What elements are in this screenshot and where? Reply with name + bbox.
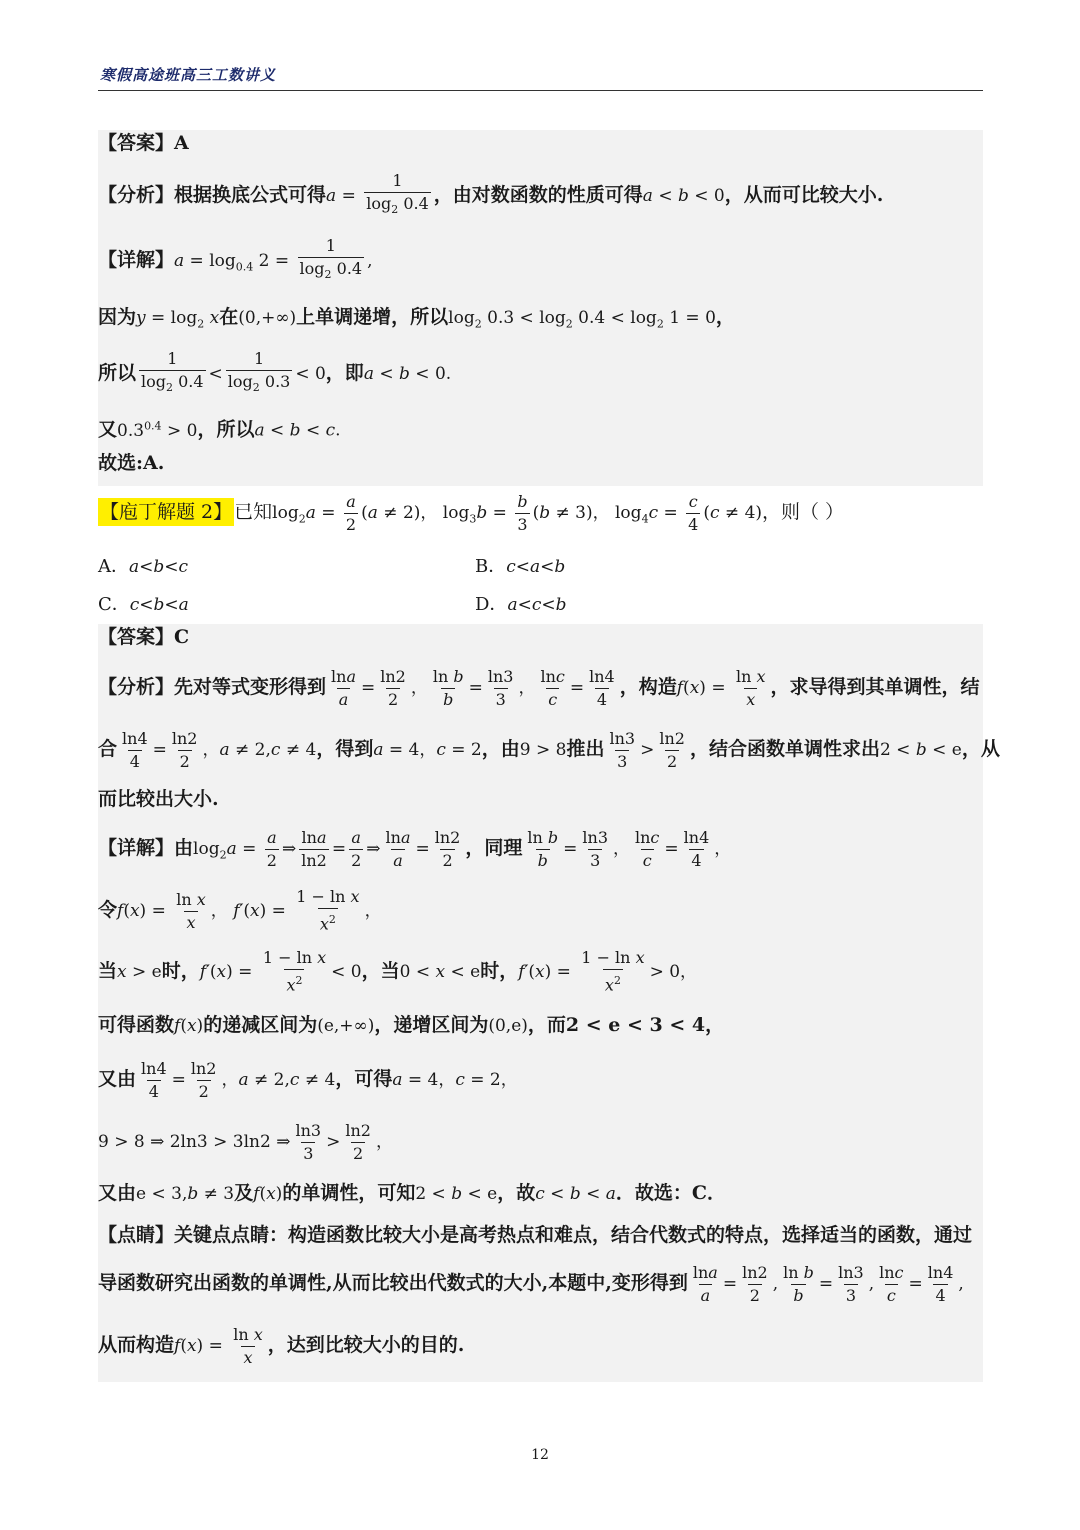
detail-line-8: 可得函数f(x)的递减区间为(e,+∞)，递增区间为(0,e)，而2 < e < 3 < 4， <box>98 1014 725 1036</box>
text: 令 <box>98 899 118 921</box>
option-letter: D． <box>475 594 508 615</box>
text: ，构造 <box>619 676 677 698</box>
comment-label: 【点睛】 <box>98 1224 175 1246</box>
text: 的递减区间为 <box>203 1014 318 1036</box>
text: 可得函数 <box>98 1014 175 1036</box>
text: 在 <box>219 306 239 328</box>
text: 推出 <box>566 738 605 760</box>
text: 从而构造 <box>98 1334 175 1356</box>
header-divider <box>98 90 983 91</box>
text: 合 <box>98 738 118 760</box>
formula-fraction: $\frac{1}{\log_2 0.4}$ <box>298 236 365 285</box>
option-d[interactable] <box>475 590 566 616</box>
text: 关键点点睛：构造函数比较大小是高考热点和难点，结合代数式的特点，选择适当的函数，通过 <box>174 1224 973 1246</box>
page-number: 12 <box>531 1447 549 1463</box>
text: 又由 <box>98 1182 137 1204</box>
text: ，故 <box>497 1182 536 1204</box>
detail-line-10: 9 > 8 ⇒ 2ln3 > 3ln2 ⇒ $\frac{\ln 3}{3}$ > $\frac{\ln 2}{2}$ ， <box>98 1120 393 1163</box>
text: ，则（ ） <box>762 501 845 523</box>
text: ，得到 <box>316 738 374 760</box>
text: 及 <box>234 1182 254 1204</box>
formula-fraction: $\frac{1}{\log_2 0.4}$ <box>364 171 431 220</box>
detail-line-11: 又由e < 3,b ≠ 3及f(x)的单调性，可知2 < b < e，故c < b < a．故选：C． <box>98 1182 727 1204</box>
analysis-line-2: 【分析】先对等式变形得到 $\frac{\ln a}{a}$ = $\frac{\ln 2}{2}$ ， $\frac{\text{ln b}}{b}$ = $\frac{\ln 3}{3}$ ， $\frac{\ln c}{c}$ = $\frac{\ln 4}{4}$ ，构造f(x) = $\frac{\text{ln x}}{x}$ ，求导得到其单调性，结 <box>98 666 980 709</box>
text: ，而 <box>527 1014 566 1036</box>
option-text: a<c<b <box>507 595 567 615</box>
text: 时， <box>161 960 200 982</box>
header-title: 寒假高途班高三工数讲义 <box>100 66 277 84</box>
answer-value: C <box>174 626 190 648</box>
option-a[interactable] <box>98 552 188 578</box>
option-text: a<b<c <box>129 557 189 577</box>
text: ，同理 <box>465 837 523 859</box>
answer-value: A <box>174 132 189 154</box>
text: ，结合函数单调性求出 <box>689 738 880 760</box>
text: ，当 <box>361 960 400 982</box>
analysis-line-3: 合 $\frac{\ln 4}{4}$ = $\frac{\ln 2}{2}$ ，a ≠ 2,c ≠ 4，得到a = 4，c = 2，由9 > 8推出 $\frac{\ln 3}{3}$ > $\frac{\ln 2}{2}$ ，结合函数单调性求出2 < b < e，从 <box>98 728 1000 771</box>
text: ，求导得到其单调性，结 <box>770 676 980 698</box>
detail-line-1: 【详解】$a = \log_{0.4} 2$ = $\frac{1}{\log_2 0.4}$ , <box>98 235 372 292</box>
text: 时， <box>480 960 519 982</box>
analysis-line-4: 而比较出大小. <box>98 788 219 810</box>
analysis-text: ，从而可比较大小. <box>724 184 884 206</box>
detail-line-6: 令f(x) = $\frac{\text{ln x}}{x}$ ， f′(x) = $\frac{\text{1 − ln x}}{x^2}$ ， <box>98 887 382 934</box>
option-text: c<b<a <box>129 595 189 615</box>
analysis-text: ，由对数函数的性质可得 <box>433 184 643 206</box>
detail-label: 【详解】 <box>98 837 175 859</box>
answer-line-1 <box>98 131 189 155</box>
detail-line-7: 当x > e时，f′(x) = $\frac{\text{1 − ln x}}{x^2}$ < 0，当0 < x < e时，f′(x) = $\frac{\text{1 − ln x}}{x^2}$ > 0， <box>98 948 698 995</box>
choose-line-1: 故选:A. <box>98 452 165 474</box>
text: 导函数研究出函数的单调性,从而比较出代数式的大小,本题中,变形得到 <box>98 1272 688 1294</box>
text: ．故选：C． <box>615 1182 727 1204</box>
text: 因为 <box>98 306 137 328</box>
text: ，由 <box>481 738 520 760</box>
answer-line-2 <box>98 625 189 649</box>
text: ，从 <box>961 738 1000 760</box>
comment-line-2: 导函数研究出函数的单调性,从而比较出代数式的大小,本题中,变形得到 $\frac{\ln a}{a}$ = $\frac{\ln 2}{2}$ , $\frac{\text{ln b}}{b}$ = $\frac{\ln 3}{3}$ , $\frac{\ln c}{c}$ = $\frac{\ln 4}{4}$ , <box>98 1262 964 1305</box>
text: 由 <box>174 837 194 859</box>
detail-label: 【详解】 <box>98 249 175 271</box>
answer-label: 【答案】 <box>98 132 175 154</box>
text: 已知 <box>234 501 273 523</box>
option-b[interactable] <box>475 552 565 578</box>
detail-line-5: 【详解】由$\log_2a$ = $\frac{a}{2}$ ⇒ $\frac{\ln a}{\ln 2}$ = $\frac{a}{2}$ ⇒ $\frac{\ln a}{a}$ = $\frac{\ln 2}{2}$ ，同理 $\frac{\text{ln b}}{b}$ = $\frac{\ln 3}{3}$ ， $\frac{\ln c}{c}$ = $\frac{\ln 4}{4}$ ， <box>98 827 732 870</box>
analysis-text: 根据换底公式可得 <box>174 184 327 206</box>
analysis-label: 【分析】 <box>98 676 175 698</box>
analysis-label: 【分析】 <box>98 184 175 206</box>
text: 所以 <box>98 362 137 384</box>
detail-line-4: 又$0.3^{0.4} > 0$，所以a < b < c. <box>98 418 341 441</box>
text: 又 <box>98 418 118 441</box>
problem-2-stem: 【庖丁解题 2】 已知$\log_2a$ = $\frac{a}{2}$ (a ≠ 2)， $\log_3b$ = $\frac{b}{3}$ (b ≠ 3)， $\log_4c$ = $\frac{c}{4}$ (c ≠ 4)，则（ ） <box>100 491 845 534</box>
formula-fraction: $\frac{1}{\log_2 0.3}$ <box>226 349 293 398</box>
option-letter: B． <box>475 556 507 577</box>
option-letter: A． <box>98 556 129 577</box>
option-text: c<a<b <box>506 557 566 577</box>
analysis-line-1: 【分析】根据换底公式可得a = $\frac{1}{\log_2 0.4}$ ，由对数函数的性质可得a < b < 0，从而可比较大小. <box>98 170 883 221</box>
option-c[interactable] <box>98 590 189 616</box>
text: 上单调递增，所以 <box>296 306 449 328</box>
text: 又由 <box>98 1068 137 1090</box>
text: 先对等式变形得到 <box>174 676 327 698</box>
text: ，即 <box>325 362 364 384</box>
text: ，可得 <box>335 1068 393 1090</box>
detail-line-3: 所以 $\frac{1}{\log_2 0.4}$ < $\frac{1}{\log_2 0.3}$ < 0，即a < b < 0. <box>98 348 451 399</box>
text: ，递增区间为 <box>374 1014 489 1036</box>
option-letter: C． <box>98 594 130 615</box>
text: 当 <box>98 960 118 982</box>
comment-line-3: 从而构造f(x) = $\frac{\text{ln x}}{x}$ ，达到比较大小的目的. <box>98 1324 465 1367</box>
formula-fraction: $\frac{1}{\log_2 0.4}$ <box>139 349 206 398</box>
detail-line-2: 因为$y = \log_2 x$在(0,+∞)上单调递增，所以$\log_2 0.3 < \log_2 0.4 < \log_2 1 = 0$， <box>98 306 735 331</box>
text: ，所以 <box>197 418 255 441</box>
text: 的单调性，可知 <box>282 1182 416 1204</box>
text: ，达到比较大小的目的. <box>267 1334 465 1356</box>
detail-line-9: 又由 $\frac{\ln 4}{4}$ = $\frac{\ln 2}{2}$ ，a ≠ 2,c ≠ 4，可得a = 4，c = 2， <box>98 1058 518 1101</box>
problem-tag: 【庖丁解题 2】 <box>98 498 234 526</box>
answer-label: 【答案】 <box>98 626 175 648</box>
comment-line-1 <box>98 1223 972 1247</box>
